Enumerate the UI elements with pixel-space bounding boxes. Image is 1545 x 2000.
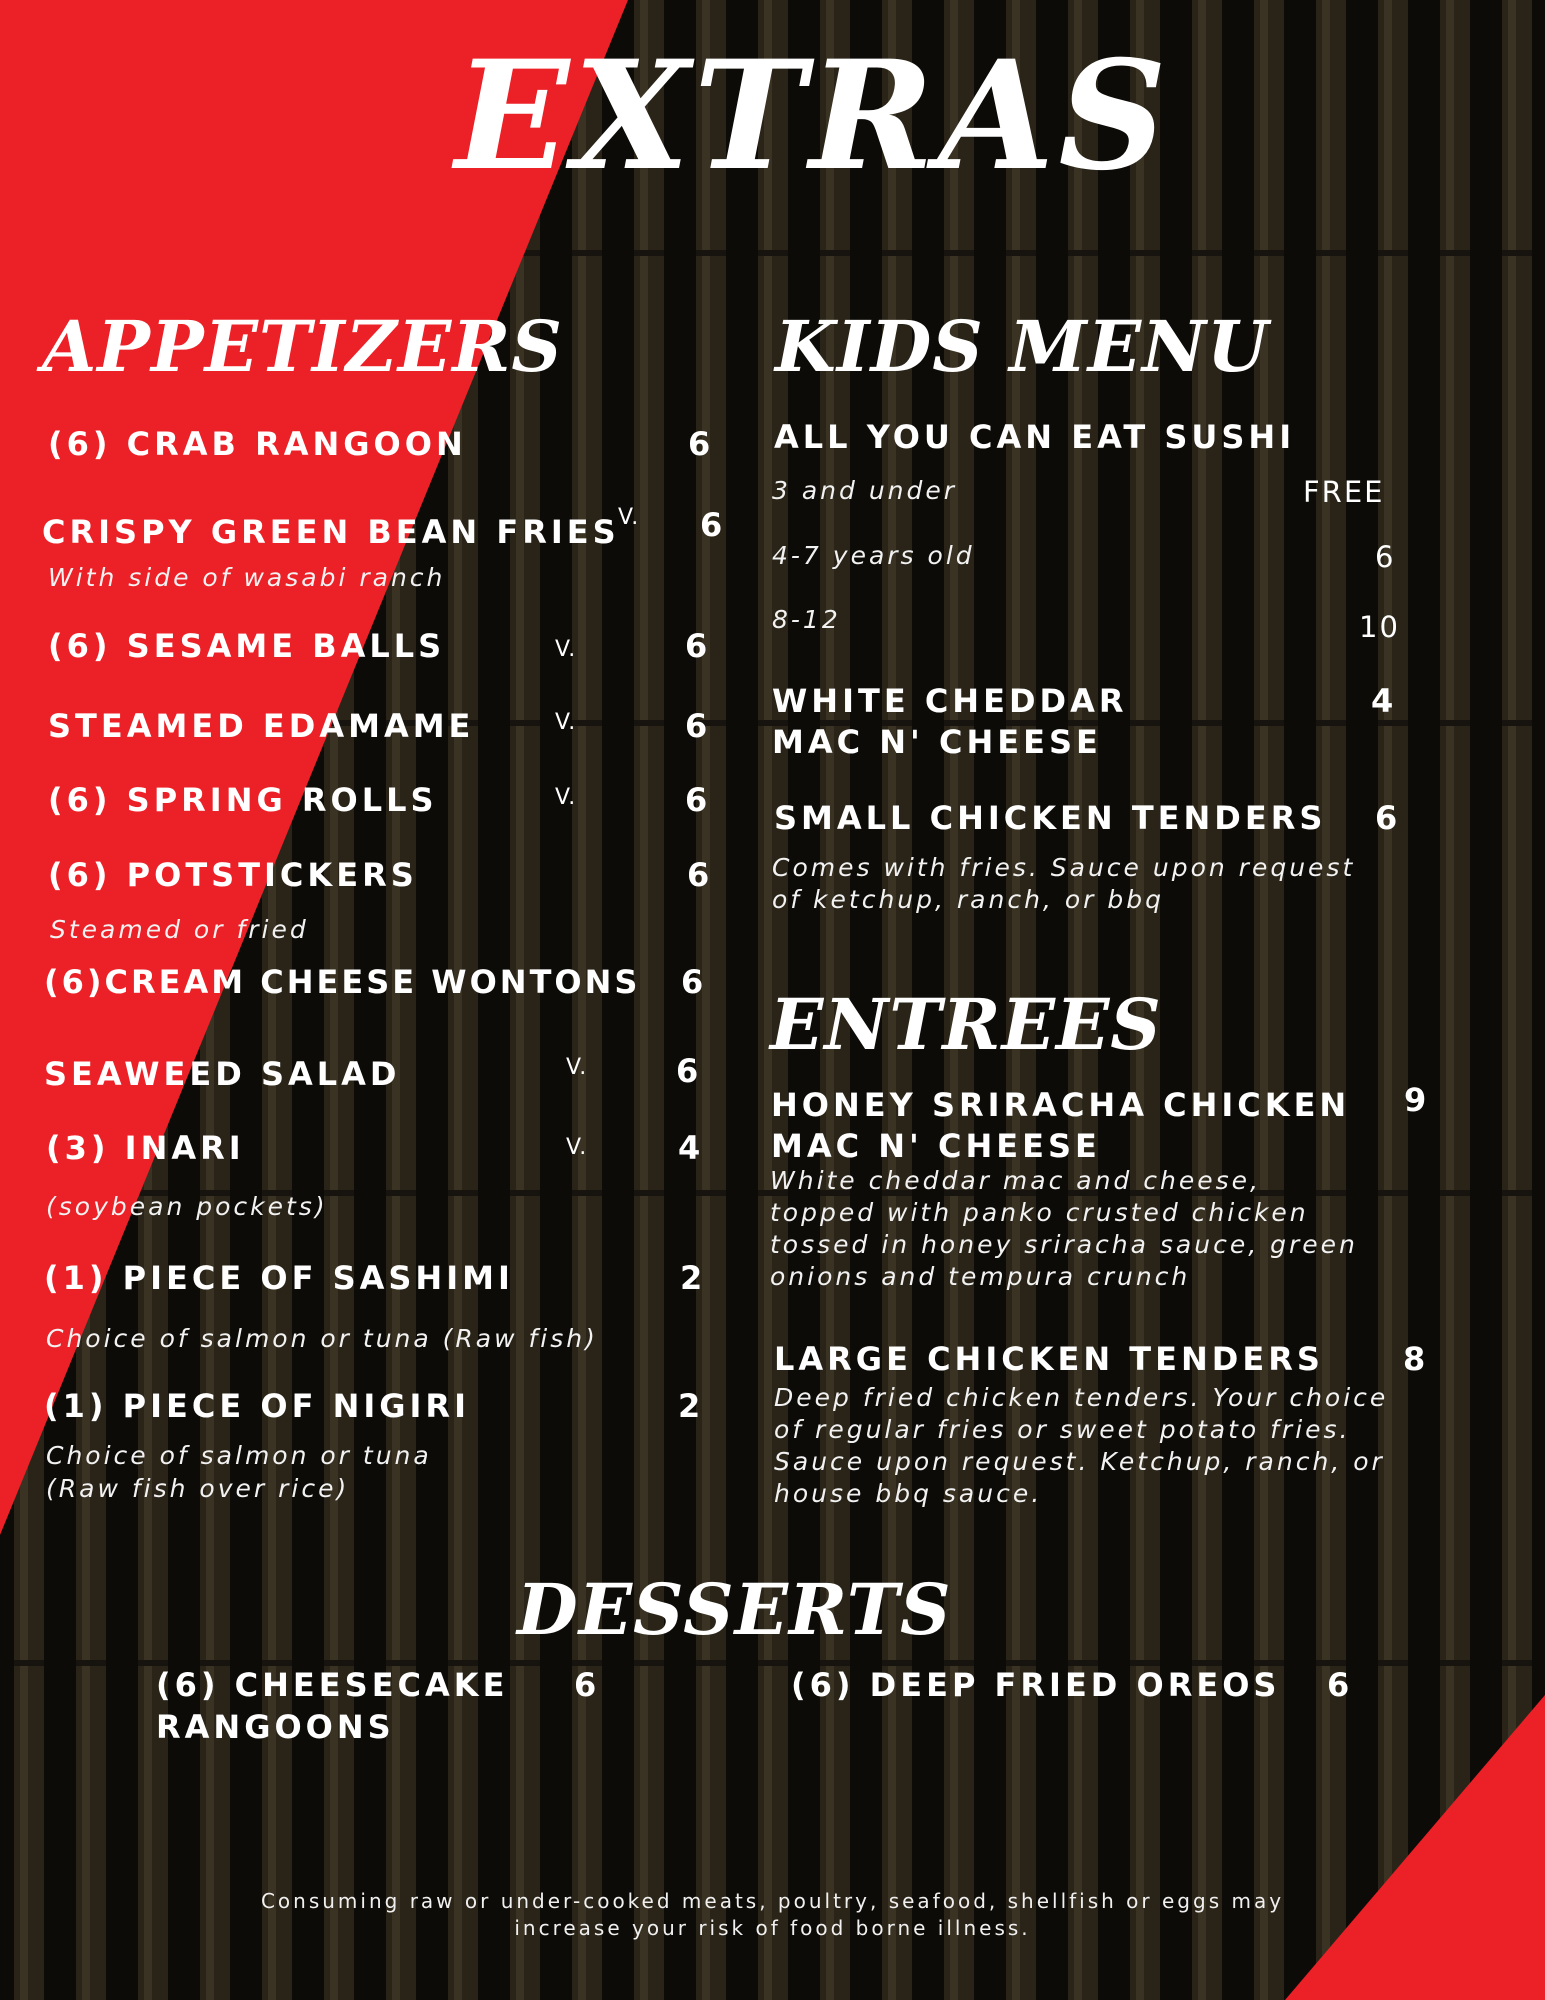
menu-item-name: LARGE CHICKEN TENDERS	[774, 1340, 1324, 1378]
menu-item-name: (6)CREAM CHEESE WONTONS	[44, 963, 641, 1001]
kids-menu-heading: KIDS MENU	[775, 305, 1270, 388]
kids-tier-label: 3 and under	[772, 476, 958, 505]
kids-tier-label: 4-7 years old	[772, 541, 975, 570]
vegetarian-tag: V.	[618, 505, 640, 530]
menu-item-price: 6	[688, 425, 711, 463]
menu-item-name: SEAWEED SALAD	[44, 1055, 401, 1093]
menu-item-price: 6	[574, 1666, 597, 1704]
menu-item-price: 6	[687, 856, 710, 894]
menu-item-name: (6) SESAME BALLS	[48, 627, 446, 665]
menu-item-note: Choice of salmon or tuna (Raw fish)	[46, 1324, 598, 1353]
entrees-heading: ENTREES	[770, 983, 1162, 1066]
menu-item-name: (6) DEEP FRIED OREOS	[791, 1666, 1281, 1704]
menu-item-note: (Raw fish over rice)	[46, 1474, 350, 1503]
menu-item-name: CRISPY GREEN BEAN FRIES	[42, 513, 620, 551]
menu-item-price: 4	[1371, 682, 1394, 720]
menu-item-name: ALL YOU CAN EAT SUSHI	[774, 418, 1296, 456]
appetizers-heading: APPETIZERS	[42, 305, 563, 388]
vegetarian-tag: V.	[566, 1055, 588, 1080]
menu-item-name: MAC N' CHEESE	[772, 723, 1102, 761]
menu-item-note: (soybean pockets)	[46, 1192, 328, 1221]
desserts-heading: DESSERTS	[517, 1568, 952, 1651]
menu-item-name: (6) CRAB RANGOON	[48, 425, 467, 463]
menu-item-note: With side of wasabi ranch	[48, 563, 446, 592]
menu-item-price: 9	[1404, 1081, 1427, 1119]
menu-item-name: (3) INARI	[46, 1129, 245, 1167]
menu-item-price: 6	[676, 1052, 699, 1090]
menu-item-price: 6	[685, 781, 708, 819]
menu-item-name: RANGOONS	[156, 1708, 395, 1746]
menu-item-price: 2	[680, 1259, 703, 1297]
menu-item-price: 6	[1327, 1666, 1350, 1704]
menu-item-name: MAC N' CHEESE	[771, 1127, 1101, 1165]
menu-item-price: 6	[681, 963, 704, 1001]
menu-item-price: 2	[678, 1387, 701, 1425]
kids-tier-price: 10	[1359, 610, 1400, 644]
food-safety-disclaimer: Consuming raw or under-cooked meats, poultry, seafood, shellfish or eggs may increase your risk of food borne illness.	[260, 1889, 1285, 1940]
vegetarian-tag: V.	[566, 1135, 588, 1160]
menu-item-name: HONEY SRIRACHA CHICKEN	[771, 1086, 1351, 1124]
menu-item-price: 6	[685, 627, 708, 665]
menu-item-name: SMALL CHICKEN TENDERS	[774, 799, 1327, 837]
kids-tier-price: 6	[1375, 540, 1396, 574]
kids-tier-label: 8-12	[772, 605, 841, 634]
menu-item-description: Deep fried chicken tenders. Your choice of regular fries or sweet potato fries. Sauce upon request. Ketchup, ranch, or house bbq sauce.	[774, 1383, 1389, 1508]
menu-item-price: 6	[700, 506, 723, 544]
kids-tier-price: FREE	[1303, 475, 1385, 509]
menu-item-name: STEAMED EDAMAME	[48, 707, 475, 745]
menu-item-description: White cheddar mac and cheese, topped with panko crusted chicken tossed in honey sriracha sauce, green onions and tempura crunch	[770, 1166, 1358, 1291]
vegetarian-tag: V.	[555, 785, 577, 810]
menu-item-name: (6) POTSTICKERS	[48, 856, 418, 894]
menu-item-name: (1) PIECE OF SASHIMI	[44, 1259, 514, 1297]
menu-item-note: Steamed or fried	[50, 915, 309, 944]
menu-item-price: 6	[685, 707, 708, 745]
menu-item-description: Comes with fries. Sauce upon request of ketchup, ranch, or bbq	[772, 853, 1356, 914]
menu-item-name: (6) SPRING ROLLS	[48, 781, 438, 819]
menu-item-note: Choice of salmon or tuna	[46, 1441, 432, 1470]
menu-item-price: 6	[1375, 799, 1398, 837]
menu-item-price: 8	[1403, 1340, 1426, 1378]
vegetarian-tag: V.	[555, 710, 577, 735]
menu-item-name: (6) CHEESECAKE	[156, 1666, 509, 1704]
menu-item-price: 4	[678, 1129, 701, 1167]
menu-item-name: WHITE CHEDDAR	[772, 682, 1128, 720]
page-title: EXTRAS	[455, 28, 1171, 204]
menu-item-name: (1) PIECE OF NIGIRI	[44, 1387, 470, 1425]
vegetarian-tag: V.	[555, 637, 577, 662]
